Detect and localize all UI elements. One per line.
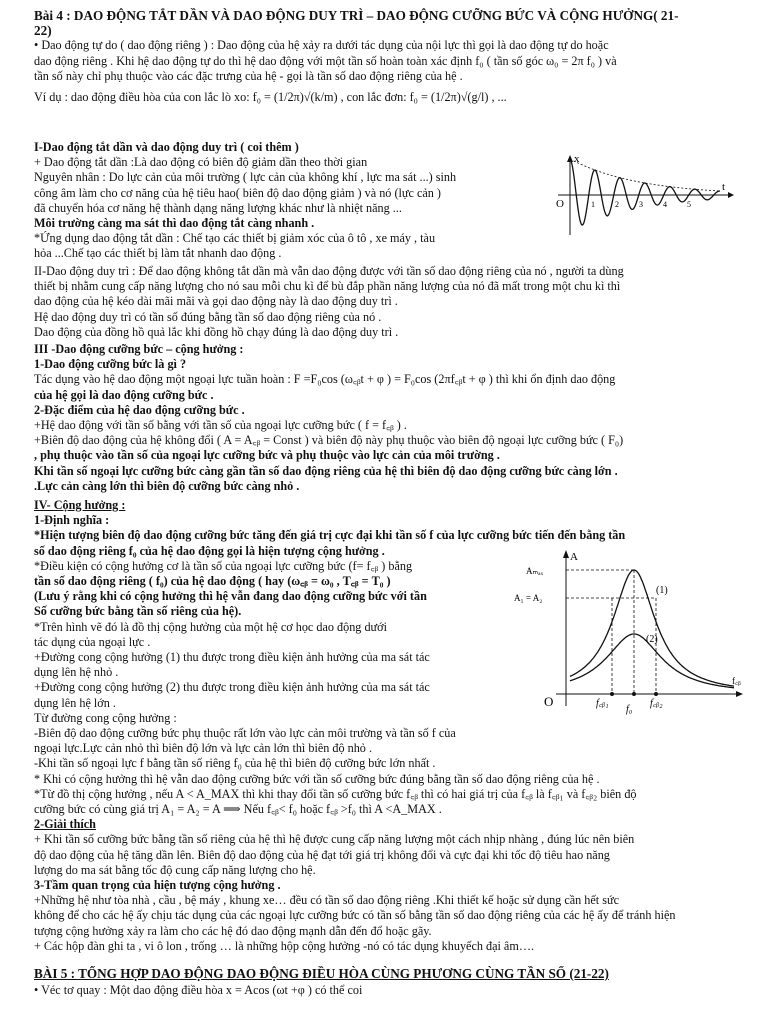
resonance-figure: [510, 546, 750, 718]
sec4-full-line: 2-Giải thích: [34, 817, 96, 832]
sec1-line: *Ứng dụng dao động tắt dần : Chế tạo các thiết bị giảm xóc của ô tô , xe máy , tàu: [34, 231, 436, 246]
sec3-line: 2-Đặc điểm của hệ dao động cưỡng bức .: [34, 402, 245, 417]
sec2-line: dao động của hệ kéo dài mãi mãi và gọi dao động này là dao động duy trì .: [34, 294, 398, 309]
sec4-heading: IV- Cộng hưởng :: [34, 498, 126, 512]
sec2-line: Hệ dao động duy trì có tần số đúng bằng tần số dao động riêng của nó .: [34, 309, 382, 324]
sec3-line: Khi tần số ngoại lực cưỡng bức càng gần tần số dao động riêng của hệ thì biên độ dao động cưỡng bức càng lớn .: [34, 463, 618, 478]
a-axis-arrow: [563, 550, 569, 558]
sec4-left-line: +Đường cong cộng hưởng (2) thu được trong điều kiện ảnh hưởng của ma sát tác: [34, 680, 430, 695]
sec2-line: II-Dao động duy trì : Để dao động không tắt dần mà vẫn dao động được với tần số dao động riêng của nó , người ta dùng: [34, 264, 624, 278]
tick-label: 1: [591, 200, 595, 209]
sec4-full-line: -Biên độ dao động cưỡng bức phụ thuộc rất lớn vào lực cản môi trường và tần số f của: [34, 726, 456, 741]
f-axis-arrow: [736, 691, 743, 697]
bai5-title: BÀI 5 : TỔNG HỢP DAO ĐỘNG DAO ĐỘNG ĐIỀU HÒA CÙNG PHƯƠNG CÙNG TẦN SỐ (21-22): [34, 966, 609, 981]
sec4-full-line: + Khi tần số cưỡng bức bằng tần số riêng của hệ thì hệ được cung cấp năng lượng một cách nhịp nhàng , đúng lúc nên biên: [34, 832, 635, 847]
tick-label: 4: [663, 200, 667, 209]
sec3-line: +Hệ dao động với tần số bằng với tần số của ngoại lực cưỡng bức ( f = f꜀ᵦ ) .: [34, 418, 407, 433]
sec3-line: , phụ thuộc vào tần số của ngoại lực cưỡng bức và phụ thuộc vào lực cản của môi trường .: [34, 448, 500, 463]
sec1-line: công âm làm cho cơ năng của hệ tiêu hao( biên độ dao động giảm ) và nó (lực cản ): [34, 185, 441, 200]
sec4-full-line: + Các hộp đàn ghi ta , vi ô lon , trống … là những hộp cộng hưởng -nó có tác dụng khuyếch đại âm….: [34, 938, 535, 953]
intro-line1: • Dao động tự do ( dao động riêng ) : Dao động của hệ xảy ra dưới tác dụng của nội lực thì gọi là dao động tự do hoặc: [34, 38, 609, 53]
f-axis-label: f꜀ᵦ: [732, 676, 741, 686]
sec4-full-line: * Khi có cộng hưởng thì hệ vẫn dao động cưỡng bức với tần số cưỡng bức đúng bằng tần số dao động riêng của hệ .: [34, 771, 600, 786]
a12-label: A₁ = A₂: [514, 593, 543, 603]
sec2-line: Dao động của đồng hồ quả lắc khi đồng hồ chạy đúng là dao động duy trì .: [34, 324, 399, 339]
sec3-line: của hệ gọi là dao động cưỡng bức .: [34, 387, 214, 402]
bai4-title-line2: 22): [34, 23, 52, 39]
sec3: [34, 342, 738, 494]
example-line: Ví dụ : dao động điều hòa của con lắc lò xo: f₀ = (1/2π)√(k/m) , con lắc đơn: f₀ = (1/2π)√(g/l) , ...: [34, 90, 507, 105]
damped-oscillation-figure: [548, 150, 738, 240]
tick-label: 5: [687, 200, 691, 209]
sec4-full-line: tượng cộng hưởng xảy ra làm cho các hệ đó dao động mạnh dẫn đến đổ hoặc gãy.: [34, 923, 432, 938]
amax-label: Aₘₐₓ: [526, 566, 544, 576]
fcb1-point: [610, 692, 614, 696]
origin-label: O: [556, 198, 564, 210]
t-axis-label: t: [722, 181, 726, 193]
sec4-full-line: +Những hệ như tòa nhà , cầu , bệ máy , khung xe… đều có tần số dao động riêng .Khi thiết kế hoặc sử dụng cần hết sức: [34, 893, 619, 908]
curve2-label: (2): [646, 634, 658, 645]
sec4-full-line: lượng do ma sát bằng tốc độ cung cấp năng lượng cho hệ.: [34, 862, 316, 877]
t-axis-arrow: [728, 192, 734, 198]
bai4-section: [34, 8, 738, 105]
sec2: [34, 264, 738, 340]
tick-label: 3: [639, 200, 643, 209]
sec4-full-line: 3-Tầm quan trọng của hiện tượng cộng hưởng .: [34, 878, 281, 893]
f0-label: f₀: [626, 704, 633, 715]
x-axis-arrow: [567, 155, 573, 162]
intro-line2: dao động riêng . Khi hệ dao động tự do thì hệ dao động với một tần số hoàn toàn xác định f₀ ( tần số góc ω₀ = 2π f₀ ) và: [34, 53, 617, 68]
fcb2-label: f꜀ᵦ₂: [650, 698, 663, 709]
sec4-left-line: Số cưỡng bức bằng tần số riêng của hệ).: [34, 604, 242, 619]
sec4-line: *Hiện tượng biên độ dao động cưỡng bức tăng đến giá trị cực đại khi tần số f của lực cưỡng bức tiến đến bằng tần: [34, 528, 626, 543]
sec4-full-line: -Khi tần số ngoại lực f bằng tần số riêng f₀ của hệ thì biên độ cưỡng bức lớn nhất .: [34, 756, 436, 771]
sec4-left-column: [34, 559, 502, 726]
sec4-left-line: (Lưu ý rằng khi có cộng hưởng thì hệ vẫn đang dao động cưỡng bức với tần: [34, 589, 427, 604]
sec1-body: [34, 155, 534, 261]
sec3-line: .Lực cản càng lớn thì biên độ cưỡng bức càng nhỏ .: [34, 478, 300, 493]
sec4-left-line: Từ đường cong cộng hưởng :: [34, 710, 177, 725]
bai5: [34, 966, 738, 998]
sec3-line: 1-Dao động cưỡng bức là gì ?: [34, 357, 187, 372]
sec4-left-line: dụng lên hệ lớn .: [34, 695, 116, 710]
a-axis-label: A: [570, 551, 578, 563]
sec4-full-line: ngoại lực.Lực cản nhỏ thì biên độ lớn và lực cản lớn thì biên độ nhỏ .: [34, 741, 372, 756]
sec1-line: Nguyên nhân : Do lực cản của môi trường ( lực cản của không khí , lực ma sát ...) sinh: [34, 170, 457, 185]
sec4-left-line: tác dụng của ngoại lực .: [34, 634, 151, 649]
sec4-left-line: *Trên hình vẽ đó là đồ thị cộng hưởng của một hệ cơ học dao động dưới: [34, 619, 387, 634]
sec4-full-line: độ dao động của hệ tăng dần lên. Biên độ dao động của hệ đạt tới giá trị không đổi và cực đại khi tốc độ tiêu hao năng: [34, 847, 610, 862]
origin-label: O: [544, 694, 554, 709]
sec1-heading: I-Dao động tắt dần và dao động duy trì ( coi thêm ): [34, 140, 299, 154]
sec4-full-line: cưỡng bức có cùng giá trị A₁ = A₂ = A ⟹ Nếu f꜀ᵦ< f₀ hoặc f꜀ᵦ >f₀ thì A <A_MAX .: [34, 802, 442, 817]
sec1-line: hỏa ...Chế tạo các thiết bị làm tắt nhanh dao động .: [34, 246, 282, 261]
sec4-left-line: +Đường cong cộng hưởng (1) thu được trong điều kiện ảnh hưởng của ma sát tác: [34, 650, 430, 665]
sec2-line: thiết bị nhằm cung cấp năng lượng cho nó sau mỗi chu kì để bù đắp phần năng lượng của nó đã mất trong một chu kì thì: [34, 279, 621, 294]
sec4-line: 1-Định nghĩa :: [34, 513, 110, 528]
curve1-label: (1): [656, 585, 668, 596]
sec4-full-line: không để cho các hệ ấy chịu tác dụng của các ngoại lực cưỡng bức có tần số bằng tần số dao động riêng của các hệ ấy để tránh hiện: [34, 908, 676, 923]
fcb1-label: f꜀ᵦ₁: [596, 698, 609, 709]
sec1-line: + Dao động tắt dần :Là dao động có biên độ giảm dần theo thời gian: [34, 155, 368, 170]
sec4-left-line: *Điều kiện có cộng hưởng cơ là tần số của ngoại lực cưỡng bức (f= f꜀ᵦ ) bằng: [34, 558, 413, 573]
sec3-heading: III -Dao động cưỡng bức – cộng hưởng :: [34, 342, 244, 356]
sec4-line: số dao động riêng f₀ của hệ dao động gọi là hiện tượng cộng hưởng .: [34, 543, 385, 558]
bai5-vector-line: • Véc tơ quay : Một dao động điều hòa x = Acos (ωt +φ ) có thể coi: [34, 983, 363, 998]
intro-line3: tần số này chỉ phụ thuộc vào các đặc trưng của hệ - gọi là tần số dao động riêng của hệ .: [34, 68, 463, 83]
sec1-line: Môi trường càng ma sát thì dao động tắt càng nhanh .: [34, 216, 315, 231]
sec4-left-line: dụng lên hệ nhỏ .: [34, 665, 119, 680]
sec3-line: Tác dụng vào hệ dao động một ngoại lực tuần hoàn : F =F₀cos (ω꜀ᵦt + φ ) = F₀cos (2πf꜀ᵦt + φ ) thì khi ổn định dao động: [34, 372, 616, 387]
bai4-title-line1: Bài 4 : DAO ĐỘNG TẮT DẦN VÀ DAO ĐỘNG DUY TRÌ – DAO ĐỘNG CƯỠNG BỨC VÀ CỘNG HƯỞNG( 21-: [34, 8, 679, 23]
sec3-line: +Biên độ dao động của hệ không đổi ( A = A꜀ᵦ = Const ) và biên độ này phụ thuộc vào biên độ ngoại lực cưỡng bức ( F₀): [34, 433, 624, 448]
sec4-full-line: *Từ đồ thị cộng hưởng , nếu A < A_MAX thì khi thay đổi tần số cưỡng bức f꜀ᵦ thì có hai giá trị của f꜀ᵦ là f꜀ᵦ₁ và f꜀ᵦ₂ biên độ: [34, 786, 637, 801]
tick-label: 2: [615, 200, 619, 209]
x-axis-label: x: [574, 153, 580, 165]
fcb2-point: [654, 692, 658, 696]
sec4-left-line: tần số dao động riêng ( f₀) của hệ dao động ( hay (ω꜀ᵦ = ω₀ , T꜀ᵦ = T₀ ): [34, 574, 391, 589]
sec1-line: đã chuyển hóa cơ năng hệ thành dạng năng lượng khác như là nhiệt năng ...: [34, 200, 402, 215]
f0-point: [632, 692, 636, 696]
